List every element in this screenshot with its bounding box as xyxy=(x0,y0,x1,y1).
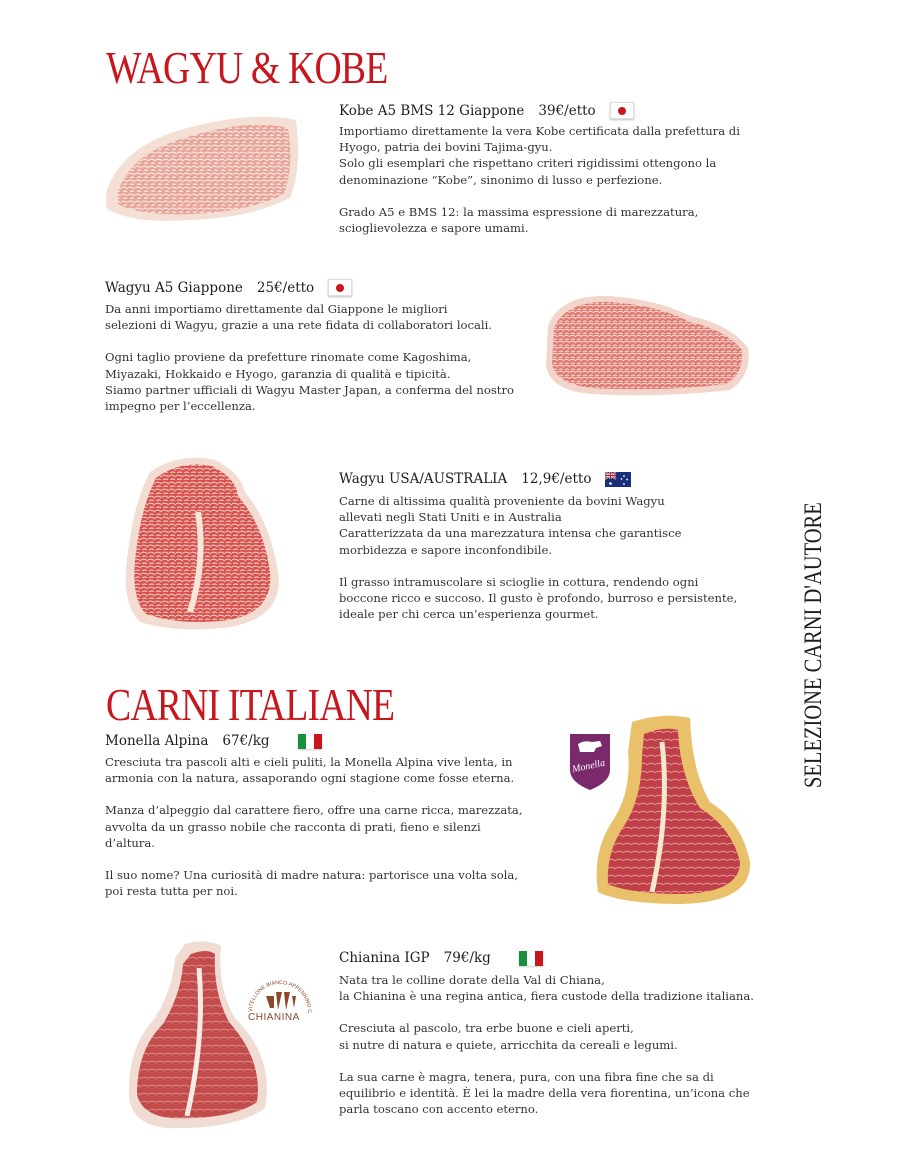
desc-line: scioglievolezza e sapore umami. xyxy=(339,221,529,236)
desc-line: Cresciuta al pascolo, tra erbe buone e cieli aperti, xyxy=(339,1021,634,1036)
item-description-chianina xyxy=(339,972,754,1117)
desc-line: poi resta tutta per noi. xyxy=(105,884,238,899)
item-description-wagyu-usa xyxy=(339,493,737,622)
desc-line: morbidezza e sapore inconfondibile. xyxy=(339,542,553,557)
item-name: Wagyu USA/AUSTRALIA xyxy=(339,471,508,487)
chianina-arc-text: VITELLONE BIANCO APPENNINO C xyxy=(247,979,313,1014)
item-price: 12,9€/etto xyxy=(521,471,592,487)
desc-line: Solo gli esemplari che rispettano criteri rigidissimi ottengono la xyxy=(339,156,717,171)
desc-line: allevati negli Stati Uniti e in Australia xyxy=(339,510,562,525)
desc-line: parla toscano con accento eterno. xyxy=(339,1102,539,1117)
item-name: Monella Alpina xyxy=(105,733,209,749)
desc-line: boccone ricco e succoso. Il gusto è profondo, burroso e persistente, xyxy=(339,591,738,606)
item-name: Wagyu A5 Giappone xyxy=(105,279,243,296)
desc-line: Nata tra le colline dorate della Val di Chiana, xyxy=(339,973,605,987)
chianina-logo xyxy=(244,972,316,1032)
wagyu-a5-steak-image xyxy=(540,286,755,401)
chianina-logo-text: CHIANINA xyxy=(248,1012,300,1023)
italy-flag-icon xyxy=(298,734,322,749)
desc-line: Cresciuta tra pascoli alti e cieli puliti, la Monella Alpina vive lenta, in xyxy=(105,755,513,769)
chianina-steak-image xyxy=(125,938,275,1133)
desc-line: ideale per chi cerca un’esperienza gourmet. xyxy=(339,607,599,622)
desc-line: Importiamo direttamente la vera Kobe certificata dalla prefettura di xyxy=(339,124,740,138)
item-name: Kobe A5 BMS 12 Giappone xyxy=(339,102,525,119)
australia-flag-icon xyxy=(605,472,631,487)
desc-line: La sua carne è magra, tenera, pura, con una fibra fine che sa di xyxy=(339,1069,714,1084)
item-header-wagyu-usa xyxy=(339,471,631,487)
desc-line: selezioni di Wagyu, grazie a una rete fidata di collaboratori locali. xyxy=(105,318,493,333)
kobe-steak-image xyxy=(100,108,305,228)
item-header-kobe xyxy=(339,102,634,119)
desc-line: Manza d’alpeggio dal carattere fiero, offre una carne ricca, marezzata, xyxy=(105,803,523,818)
item-description-monella xyxy=(105,754,523,899)
desc-line: d’altura. xyxy=(105,835,155,850)
item-header-wagyu-a5 xyxy=(105,279,352,296)
wagyu-usa-steak-image xyxy=(120,452,290,637)
desc-line: Da anni importiamo direttamente dal Giappone le migliori xyxy=(105,302,448,316)
item-name: Chianina IGP xyxy=(339,950,430,966)
side-label xyxy=(800,470,830,790)
item-header-chianina xyxy=(339,950,543,966)
desc-line: Ogni taglio proviene da prefetture rinomate come Kagoshima, xyxy=(105,350,472,365)
italy-flag-icon xyxy=(519,951,543,966)
item-price: 67€/kg xyxy=(222,733,270,749)
side-label-text: SELEZIONE CARNI D'AUTORE xyxy=(800,502,827,788)
item-price: 25€/etto xyxy=(256,279,315,296)
desc-line: Il suo nome? Una curiosità di madre natura: partorisce una volta sola, xyxy=(105,868,518,883)
desc-line: si nutre di natura e quiete, arricchita da cereali e legumi. xyxy=(339,1037,678,1052)
monella-logo-text: Monella xyxy=(571,757,607,776)
desc-line: Grado A5 e BMS 12: la massima espressione di marezzatura, xyxy=(339,204,699,219)
japan-flag-icon xyxy=(328,279,352,296)
section-title-italian: CARNI ITALIANE xyxy=(106,679,395,730)
desc-line: Hyogo, patria dei bovini Tajima-gyu. xyxy=(339,140,553,155)
monella-steak-image xyxy=(592,712,757,907)
item-price: 79€/kg xyxy=(443,950,491,966)
item-description-kobe xyxy=(339,123,740,236)
desc-line: Caratterizzata da una marezzatura intensa che garantisce xyxy=(339,526,682,541)
desc-line: avvolta da un grasso nobile che racconta di prati, fieno e silenzi xyxy=(105,819,481,834)
desc-line: denominazione “Kobe”, sinonimo di lusso e perfezione. xyxy=(339,172,663,187)
item-price: 39€/etto xyxy=(538,102,596,119)
item-description-wagyu-a5 xyxy=(105,301,514,414)
desc-line: Siamo partner ufficiali di Wagyu Master Japan, a conferma del nostro xyxy=(105,382,514,397)
desc-line: armonia con la natura, assaporando ogni stagione come fosse eterna. xyxy=(105,771,515,786)
desc-line: Il grasso intramuscolare si scioglie in cottura, rendendo ogni xyxy=(339,574,699,589)
desc-line: equilibrio e identità. È lei la madre della vera fiorentina, un’icona che xyxy=(339,1086,750,1101)
japan-flag-icon xyxy=(610,102,634,119)
section-title-wagyu: WAGYU & KOBE xyxy=(106,42,388,93)
desc-line: la Chianina è una regina antica, fiera custode della tradizione italiana. xyxy=(339,989,754,1004)
desc-line: impegno per l’eccellenza. xyxy=(105,399,256,414)
desc-line: Miyazaki, Hokkaido e Hyogo, garanzia di qualità e tipicità. xyxy=(105,366,451,381)
item-header-monella xyxy=(105,733,322,749)
desc-line: Carne di altissima qualità proveniente da bovini Wagyu xyxy=(339,494,665,508)
